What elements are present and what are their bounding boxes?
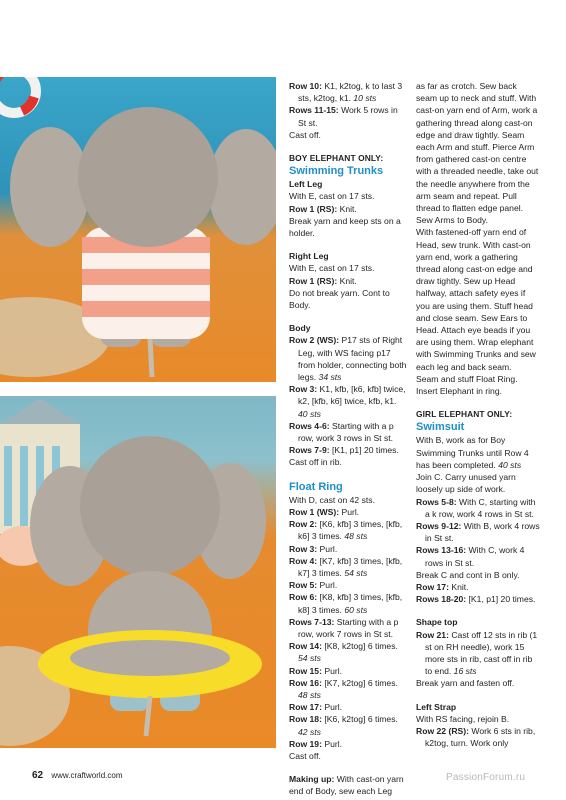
swimsuit-intro: With B, work as for Boy Swimming Trunks until Row 4 has been completed. 40 sts <box>416 435 529 470</box>
float-ring-cast-off: Cast off. <box>289 750 321 761</box>
left-strap-rejoin: With RS facing, rejoin B. <box>416 713 510 724</box>
float-ring-row19: Row 19: Purl. <box>289 738 343 749</box>
swimsuit-row17: Row 17: Knit. <box>416 581 469 592</box>
making-up-intro: Making up: With cast-on yarn end of Body, sew each Leg <box>289 774 404 797</box>
photo-girl-elephant-float-ring <box>0 396 276 748</box>
float-ring-row2: Row 2: [K6, kfb] 3 times, [kfb, k6] 3 times. 48 sts <box>289 519 403 542</box>
photo-boy-elephant-swimming-trunks <box>0 77 276 382</box>
instruction-cast-off: Cast off. <box>289 129 321 140</box>
body-row3: Row 3: K1, kfb, [k6, kfb] twice, k2, [kfb, k6] twice, kfb, k1. 40 sts <box>289 384 406 419</box>
float-ring-row1: Row 1 (WS): Purl. <box>289 506 360 517</box>
float-ring-row16: Row 16: [K7, k2tog] 6 times. 48 sts <box>289 677 398 700</box>
left-strap-row22: Row 22 (RS): Work 6 sts in rib, k2tog, turn. Work only <box>416 725 536 749</box>
heading-swimsuit: Swimsuit <box>416 421 465 434</box>
float-ring-row15: Row 15: Purl. <box>289 665 343 676</box>
boy-elephant-illustration <box>0 77 276 382</box>
body-row2: Row 2 (WS): P17 sts of Right Leg, with WS facing p17 from holder, connecting both legs. 34 sts <box>289 335 407 383</box>
swimsuit-join: Join C. Carry unused yarn loosely up side of work. <box>416 472 516 495</box>
float-ring-row18: Row 18: [K6, k2tog] 6 times. 42 sts <box>289 714 398 737</box>
making-up-float-ring: Seam and stuff Float Ring. Insert Elephant in ring. <box>416 373 518 397</box>
pattern-column-right <box>416 80 540 749</box>
body-cast-off: Cast off in rib. <box>289 457 342 468</box>
swimsuit-break: Break C and cont in B only. <box>416 569 520 580</box>
page-footer <box>32 770 122 781</box>
page-number: 62 <box>32 770 44 781</box>
girl-elephant-illustration <box>0 396 276 748</box>
shape-top-break: Break yarn and fasten off. <box>416 678 515 689</box>
making-up-head: With fastened-off yarn end of Head, sew trunk. With cast-on yarn end, work a gathering thread along cast-on edge and draw tightly. Sew up Head halfway, attach safety eyes if you are using them. Stuff head and close seam. Sew Ears to Head. Attach eye beads if you are using them. Wrap elephant with Swimming Trunks and sew each leg and back seam. <box>416 227 536 372</box>
watermark: PassionForum.ru <box>446 772 526 783</box>
swimsuit-rows13-16: Rows 13-16: With C, work 4 rows in St st. <box>416 545 525 568</box>
subheading-left-leg: Left Leg <box>289 179 323 190</box>
body-rows7-9: Rows 7-9: [K1, p1] 20 times. <box>289 445 399 456</box>
section-girl-only: GIRL ELEPHANT ONLY: <box>416 409 513 420</box>
swimsuit-rows9-12: Rows 9-12: With B, work 4 rows in St st. <box>416 520 540 544</box>
section-boy-only: BOY ELEPHANT ONLY: <box>289 153 384 164</box>
swimsuit-rows18-20: Rows 18-20: [K1, p1] 20 times. <box>416 594 536 605</box>
body-rows4-6: Rows 4-6: Starting with a p row, work 3 rows in St st. <box>289 420 394 444</box>
subheading-left-strap: Left Strap <box>416 701 457 712</box>
left-leg-break: Break yarn and keep sts on a holder. <box>289 215 401 239</box>
float-ring-rows7-13: Rows 7-13: Starting with a p row, work 7 rows in St st. <box>289 616 399 639</box>
float-ring-row4: Row 4: [K7, kfb] 3 times, [kfb, k7] 3 times. 54 sts <box>289 555 403 578</box>
making-up-continued: as far as crotch. Sew back seam up to neck and stuff. With cast-on yarn end of Arm, work a gathering thread along cast-on edge and draw tightly. Seam each Arm and stuff. Pierce Arm from gathered cast-on centre with a threaded needle, take out the needle anywhere from the arm seam and repeat. Pull thread to flatten edge panel. Sew Arms to Body. <box>416 81 539 226</box>
float-ring-cast-on: With D, cast on 42 sts. <box>289 494 375 505</box>
right-leg-cast-on: With E, cast on 17 sts. <box>289 263 375 274</box>
instruction-rows11-15: Rows 11-15: Work 5 rows in St st. <box>289 105 398 128</box>
swimsuit-rows5-8: Rows 5-8: With C, starting with a k row, work 4 rows in St st. <box>416 496 536 519</box>
float-ring-row17: Row 17: Purl. <box>289 702 343 713</box>
subheading-right-leg: Right Leg <box>289 251 329 262</box>
heading-swimming-trunks: Swimming Trunks <box>289 165 384 178</box>
float-ring-row5: Row 5: Purl. <box>289 580 338 591</box>
heading-float-ring: Float Ring <box>289 480 343 493</box>
float-ring-row3: Row 3: Purl. <box>289 543 338 554</box>
float-ring-row14: Row 14: [K8, k2tog] 6 times. 54 sts <box>289 641 398 664</box>
pattern-column-left <box>289 80 407 798</box>
left-leg-cast-on: With E, cast on 17 sts. <box>289 191 375 202</box>
left-leg-row1: Row 1 (RS): Knit. <box>289 203 357 214</box>
right-leg-row1: Row 1 (RS): Knit. <box>289 275 357 286</box>
right-leg-continue: Do not break yarn. Cont to Body. <box>289 287 390 311</box>
footer-website: www.craftworld.com <box>51 771 123 780</box>
shape-top-row21: Row 21: Cast off 12 sts in rib (1 st on RH needle), work 15 more sts in rib, cast off in rib to end. 16 sts <box>416 629 538 677</box>
instruction-row10: Row 10: K1, k2tog, k to last 3 sts, k2tog, k1. 10 sts <box>289 81 403 104</box>
float-ring-row6: Row 6: [K8, kfb] 3 times, [kfb, k8] 3 times. 60 sts <box>289 592 403 615</box>
subheading-body: Body <box>289 323 311 334</box>
subheading-shape-top: Shape top <box>416 617 458 628</box>
